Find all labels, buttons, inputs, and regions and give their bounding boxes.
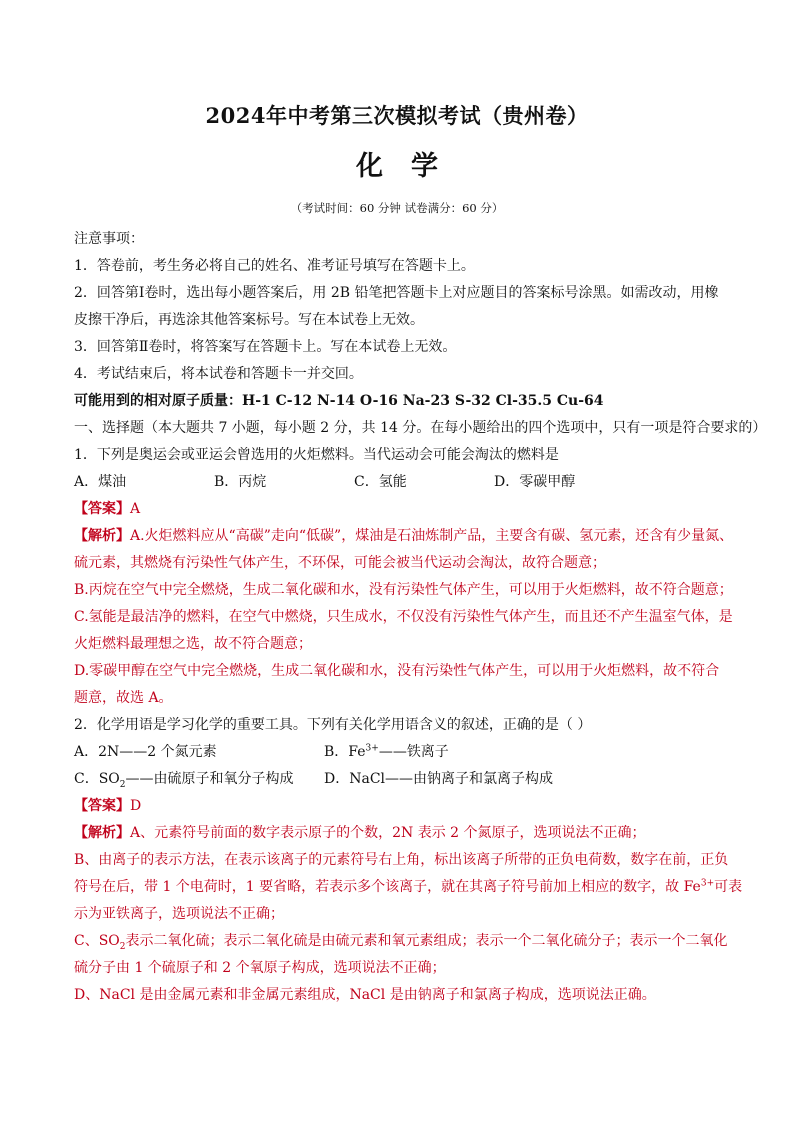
answer-tag: 【答案】 [74, 501, 130, 517]
analysis-b2-post: 可表 [714, 879, 743, 895]
notice-item: 皮擦干净后，再选涂其他答案标号。写在本试卷上无效。 [74, 312, 424, 328]
notice-heading: 注意事项： [74, 231, 144, 247]
option-b-sup: 3+ [365, 743, 379, 754]
section-heading: 一、选择题（本大题共 7 小题，每小题 2 分，共 14 分。在每小题给出的四个选项中，只有一项是符合要求的） [74, 420, 767, 436]
analysis-b2-sup: 3+ [700, 878, 715, 889]
analysis-line: B、由离子的表示方法，在表示该离子的元素符号右上角，标出该离子所带的正负电荷数，数字在前，正负 [74, 852, 729, 868]
analysis-line: 硫分子由 1 个硫原子和 2 个氧原子构成，选项说法不正确； [74, 960, 446, 976]
question-1-stem: 1．下列是奥运会或亚运会曾选用的火炬燃料。当代运动会可能会淘汰的燃料是 [74, 447, 559, 463]
option-b-pre: B．Fe [324, 744, 366, 760]
analysis-c1-pre: C、SO [74, 933, 120, 949]
analysis-c1-sub: 2 [119, 941, 126, 952]
analysis-tag: 【解析】 [74, 825, 130, 841]
analysis-line [74, 928, 728, 955]
analysis-line: 火炬燃料最理想之选，故不符合题意； [74, 636, 312, 652]
exam-title: 2024年中考第三次模拟考试（贵州卷） [205, 103, 589, 128]
notice-item: 1．答卷前，考生务必将自己的姓名、准考证号填写在答题卡上。 [74, 258, 475, 274]
answer-value: D [130, 798, 142, 814]
question-2-options-row2 [74, 766, 724, 793]
analysis-tag: 【解析】 [74, 528, 130, 544]
analysis-text: A、元素符号前面的数字表示原子的个数，2N 表示 2 个氮原子，选项说法不正确； [130, 825, 646, 841]
exam-body [74, 226, 767, 1009]
option-c-pre: C．SO [74, 771, 120, 787]
analysis-line [74, 874, 743, 901]
option-c [74, 766, 324, 793]
atomic-masses: 可能用到的相对原子质量：H-1 C-12 N-14 O-16 Na-23 S-32 Cl-35.5 Cu-64 [74, 393, 604, 409]
answer-value: A [130, 501, 141, 517]
analysis-c1-post: 表示二氧化硫；表示二氧化硫是由硫元素和氧元素组成；表示一个二氧化硫分子；表示一个二氧化 [125, 933, 728, 949]
question-2-stem: 2．化学用语是学习化学的重要工具。下列有关化学用语含义的叙述，正确的是（ ） [74, 717, 592, 733]
question-1-options [74, 469, 724, 496]
option-a: A．煤油 [74, 474, 127, 490]
question-1-answer [74, 496, 724, 523]
exam-info: （考试时间：60 分钟 试卷满分：60 分） [290, 201, 504, 215]
analysis-line: C.氢能是最洁净的燃料，在空气中燃烧，只生成水，不仅没有污染性气体产生，而且还不产生温室气体，是 [74, 609, 733, 625]
question-2-analysis [74, 820, 724, 847]
option-a: A．2N——2 个氮元素 [74, 744, 217, 760]
analysis-b2-pre: 符号在后，带 1 个电荷时，1 要省略，若表示多个该离子，就在其离子符号前加上相应的数字，故 Fe [74, 879, 701, 895]
analysis-text: A.火炬燃料应从“高碳”走向“低碳”，煤油是石油炼制产品，主要含有碳、氢元素，还含有少量氮、 [130, 528, 734, 544]
notice-item: 2．回答第Ⅰ卷时，选出每小题答案后，用 2B 铅笔把答题卡上对应题目的答案标号涂黑。如需改动，用橡 [74, 285, 719, 301]
option-b [324, 739, 574, 766]
question-1-analysis [74, 523, 734, 550]
option-b: B．丙烷 [214, 474, 267, 490]
analysis-line: D、NaCl 是由金属元素和非金属元素组成，NaCl 是由钠离子和氯离子构成，选项说法正确。 [74, 987, 656, 1003]
notice-item: 4．考试结束后，将本试卷和答题卡一并交回。 [74, 366, 363, 382]
analysis-line: 示为亚铁离子，选项说法不正确； [74, 906, 284, 922]
option-c: C．氢能 [354, 474, 407, 490]
analysis-line: D.零碳甲醇在空气中完全燃烧，生成二氧化碳和水，没有污染性气体产生，可以用于火炬燃料，故不符合 [74, 663, 720, 679]
analysis-line: 题意，故选 A。 [74, 690, 173, 706]
answer-tag: 【答案】 [74, 798, 130, 814]
option-b-post: ——铁离子 [378, 744, 449, 760]
option-c-sub: 2 [119, 779, 126, 790]
notice-item: 3．回答第Ⅱ卷时，将答案写在答题卡上。写在本试卷上无效。 [74, 339, 457, 355]
question-2-answer [74, 793, 724, 820]
analysis-line: B.丙烷在空气中完全燃烧，生成二氧化碳和水，没有污染性气体产生，可以用于火炬燃料，故不符合题意； [74, 582, 733, 598]
analysis-line: 硫元素，其燃烧有污染性气体产生，不环保，可能会被当代运动会淘汰，故符合题意； [74, 555, 606, 571]
option-d: D．零碳甲醇 [494, 474, 576, 490]
subject-title: 化学 [356, 151, 466, 182]
option-c-post: ——由硫原子和氧分子构成 [125, 771, 294, 787]
question-2-options-row1 [74, 739, 724, 766]
option-d: D．NaCl——由钠离子和氯离子构成 [324, 771, 554, 787]
